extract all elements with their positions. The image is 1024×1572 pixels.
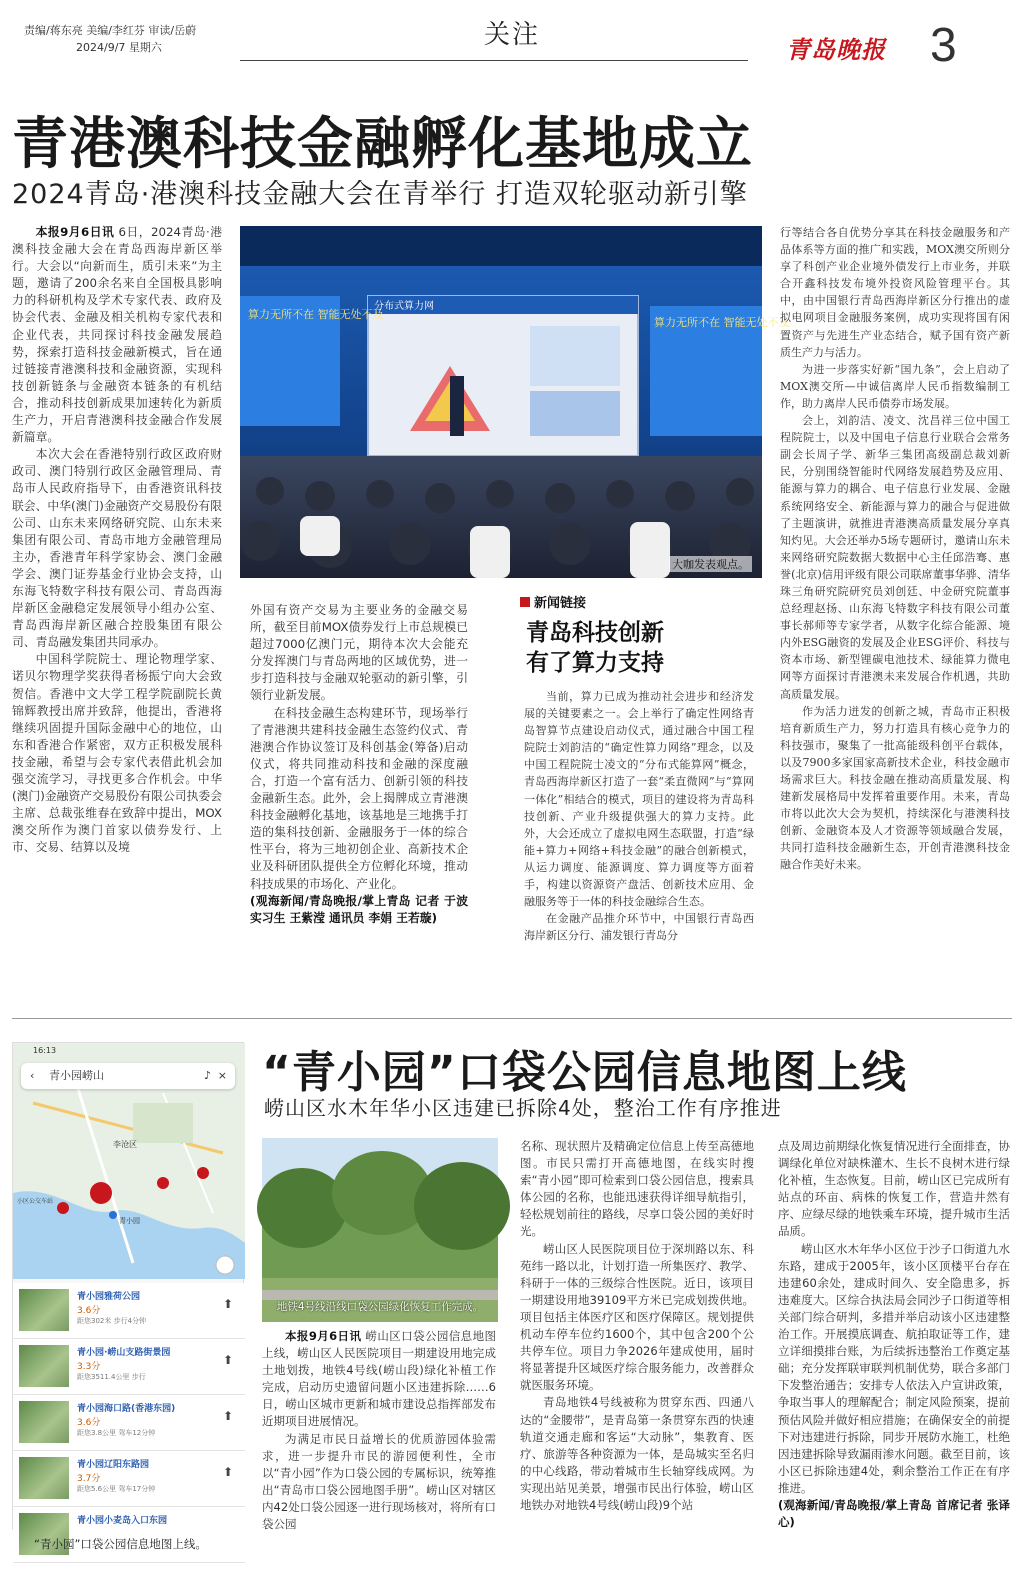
park-name: 青小园·崂山支路街景园 (77, 1348, 171, 1358)
byline: (观海新闻/青岛晚报/掌上青岛 记者 于波 实习生 王紫滢 通讯员 李娟 王若璇) (250, 893, 468, 925)
article2-column-a (262, 1328, 496, 1554)
park-name: 青小园小麦岛入口东园 (77, 1516, 168, 1526)
second-headline: “青小园”口袋公园信息地图上线 (262, 1047, 907, 1098)
list-item[interactable] (13, 1451, 245, 1507)
status-bar-time: 16:13 (33, 1046, 57, 1055)
metro-greenery-photo (262, 1138, 498, 1322)
map-app-screenshot (12, 1042, 244, 1530)
editors-line: 责编/蒋东亮 美编/李红芬 审读/岳蔚 (24, 24, 197, 37)
back-arrow-icon[interactable]: ‹ (30, 1069, 35, 1082)
paragraph: 作为活力迸发的创新之城，青岛市正积极培育新质生产力，努力打造具有核心竞争力的科技强市，聚集了一批高能级科创平台载体，以及7900多家国家高新技术企业，科技金融市场需求巨大。科技金融在推动高质量发展、构建新发展格局中发挥着重要作用。未来，青岛市将以此次大会为契机，持续深化与港澳科技创新、金融资本及人才资源等领域融合发展，共同打造科技金融新生态，开创青港澳科技金融合作美好未来。 (780, 704, 1010, 872)
park-distance: 距您3511.4公里 步行 (77, 1373, 146, 1381)
park-distance: 距您5.6公里 驾车17分钟 (77, 1485, 156, 1493)
byline: (观海新闻/青岛晚报/掌上青岛 首席记者 张译心) (778, 1497, 1010, 1530)
paragraph: 为进一步落实好新“国九条”，会上启动了MOX澳交所—中诚信离岸人民币指数编制工作，助力离岸人民币债券市场发展。 (780, 362, 1010, 410)
paragraph: 为满足市民日益增长的优质游园体验需求，进一步提升市民的游园便利性，全市以“青小园”作为口袋公园的专属标识，统筹推出“青岛市口袋公园地图手册”。崂山区对辖区内42处口袋公园逐一进行现场核对，将所有口袋公园 (262, 1431, 496, 1532)
park-distance: 距您302米 步行4分钟 (77, 1317, 147, 1325)
newspaper-logo: 青岛晚报 (786, 35, 886, 64)
microphone-icon[interactable]: ♪ (203, 1069, 211, 1082)
paragraph-text: 6日，2024青岛·港澳科技金融大会在青岛西海岸新区举行。大会以“向新而生，质引未来”为主题，邀请了200余名来自全国极具影响力的科研机构及学术专家代表、政府及协会代表、金融及相关机构专家代表和企业代表，共同探讨科技金融发展趋势，探索打造科技金融新模式，旨在通过链接青港澳科技和金融资源，实现科技创新链条与金融资本链条的有机结合，推动科技创新成果加速转化为新质生产力，开启青港澳科技金融合作发展新篇章。 (12, 225, 223, 445)
article1-column-2 (250, 602, 468, 998)
park-thumbnail (19, 1457, 69, 1499)
banner-text-right: 算力无所不在 智能无处不及 (654, 316, 790, 329)
park-thumbnail (19, 1401, 69, 1443)
paragraph: 行等结合各自优势分享其在科技金融服务和产品体系等方面的推广和实践，MOX澳交所则分享了科创产业企业境外债发行上市业务，并联合开鑫科技发布境外投资风险管理平台。其中，由中国银行青岛西海岸新区分行推出的虚拟电网项目金融服务案例，成功实现将国有闲置资产与先进生产业态结合，赋予国有资产新质生产力与活力。 (780, 226, 1010, 359)
map-label-park: 青小园 (119, 1217, 140, 1225)
park-list (13, 1283, 245, 1563)
paragraph-text: 崂山区口袋公园信息地图上线，崂山区人民医院项目一期建设用地完成土地划拨，地铁4号线(崂山段)绿化补植工作完成，启动历史遗留问题小区违建拆除……6日，崂山区城市更新和城市建设总指挥部发布近期项目进展情况。 (262, 1329, 496, 1429)
paragraph: 在科技金融生态构建环节，现场举行了青港澳共建科技金融生态签约仪式、青港澳合作协议签订及科创基金(筹备)启动仪式，将共同推动科技和金融的深度融合，打造一个富有活力、创新引领的科技金融新生态。此外，会上揭牌成立青港澳科技金融孵化基地，该基地是三地携手打造的集科技创新、金融服务于一体的综合性平台，将为三地初创企业、高新技术企业及科研团队提供全方位孵化环境，推动科技成果的市场化、产业化。 (250, 705, 468, 891)
news-link-title-line-2: 有了算力支持 (526, 650, 664, 676)
list-item[interactable] (13, 1283, 245, 1339)
park-name: 青小园雅荷公园 (77, 1292, 141, 1302)
article1-column-4 (780, 224, 1010, 1000)
article1-column-1 (12, 224, 222, 998)
slide-title: 分布式算力网 (374, 301, 434, 312)
park-thumbnail (19, 1345, 69, 1387)
park-name: 青小园辽阳东路园 (77, 1460, 150, 1470)
phone-caption: “青小园”口袋公园信息地图上线。 (34, 1537, 207, 1551)
paragraph: 崂山区人民医院项目位于深圳路以东、科苑纬一路以北，计划打造一所集医疗、教学、科研于一体的三级综合性医院。近日，该项目一期建设用地39109平方米已完成划拨供地。项目包括主体医疗区和医疗保障区。规划提供机动车停车位约1600个，其中包含200个公共停车位。项目力争2026年建成使用，届时将显著提升区域医疗综合服务能力，改善群众就医服务环境。 (520, 1241, 754, 1393)
navigate-arrow-icon[interactable]: ⬆ (222, 1353, 233, 1367)
banner-text-left: 算力无所不在 智能无处不及 (248, 308, 384, 321)
main-headline: 青港澳科技金融孵化基地成立 (12, 112, 753, 177)
list-item[interactable] (13, 1507, 245, 1563)
lead-dateline: 本报9月6日讯 (285, 1329, 362, 1343)
park-thumbnail (19, 1289, 69, 1331)
paragraph: 崂山区水木年华小区位于沙子口街道九水东路，建成于2005年，该小区顶楼平台存在违建60余处，建成时间久、安全隐患多，拆违难度大。区综合执法局会同沙子口街道等相关部门综合研判，多措并举启动该小区违建整治工作。开展摸底调查、航拍取证等工作，建立详细摸排台账，为后续拆违整治工作奠定基础；充分发挥联审联判机制优势，联合多部门下发整治通告；安排专人依法入户宣讲政策，争取当事人的理解配合；制定风险预案，提前预估风险并做好相应措施；在确保安全的前提下对违建进行拆除，同步开展防水施工，杜绝因违建拆除导致漏雨渗水问题。截至目前，该小区已拆除违建4处，剩余整治工作正在有序推进。 (778, 1241, 1010, 1495)
park-rating: 3.6分 (77, 1418, 101, 1428)
second-subheadline: 崂山区水木年华小区违建已拆除4处，整治工作有序推进 (264, 1096, 782, 1120)
news-link-title (526, 618, 664, 678)
paragraph: 在金融产品推介环节中，中国银行青岛西海岸新区分行、浦发银行青岛分 (524, 912, 754, 943)
paragraph: 本次大会在香港特别行政区政府财政司、澳门特别行政区金融管理局、青岛市人民政府指导下，由香港资讯科技联会、中华(澳门)金融资产交易股份有限公司、山东未来网络研究院、山东未来集团有限公司、青岛市地方金融管理局主办，香港青年科学家协会、澳门金融学会、澳门证券基金行业协会支持，山东海飞特数字科技有限公司、青岛西海岸新区金融稳定发展领导小组办公室、青岛西海岸新区融合控股集团有限公司、青岛融发集团共同承办。 (12, 447, 222, 650)
list-item[interactable] (13, 1339, 245, 1395)
map-search-bar[interactable] (21, 1063, 235, 1089)
paragraph: 会上，刘韵洁、凌文、沈昌祥三位中国工程院院士，以及中国电子信息行业联合会常务副会长周子学、新华三集团高级副总裁刘新民，分别围绕智能时代网络发展趋势及应用、能源与算力的耦合、电子信息行业发展、金融系统网络安全、新能源与算力的融合与促进做了主题演讲，就推进青港澳高质量发展分享真知灼见。大会还举办5场专题研讨，邀请山东未来网络研究院数据大数据中心主任邱浩骞、惠誉(北京)信用评级有限公司联席董事华骅、清华珠三角研究院研究员刘创廷、中金研究院董事总经理赵扬、山东海飞特数字科技有限公司董事长郝师等专家学者，从数字化综合能源、境内外ESG融资的发展及企业ESG评价、科技与资本市场、新型锂碳电池技术、绿能算力微电网等方面探讨青港澳未来发展合作机遇，共助高质量发展。 (780, 414, 1010, 701)
main-subheadline: 2024青岛·港澳科技金融大会在青举行 打造双轮驱动新引擎 (12, 179, 748, 210)
article2-column-c (778, 1138, 1010, 1554)
list-item[interactable] (13, 1395, 245, 1451)
metro-greenery-image (262, 1138, 498, 1322)
article2-column-b (520, 1138, 754, 1554)
news-link-title-line-1: 青岛科技创新 (526, 620, 664, 646)
park-rating: 3.6分 (77, 1306, 101, 1316)
conference-photo (240, 226, 790, 578)
paragraph: 中国科学院院士、理论物理学家、诺贝尔物理学奖获得者杨振宁向大会致贺信。香港中文大学工程学院副院长黄锦辉教授出席并致辞，他提出，香港将继续巩固提升国际金融中心的地位，山东和香港合作紧密，双方正积极发展科技金融，希望与会专家代表借此机会加强交流学习，寻找更多合作机会。中华(澳门)金融资产交易股份有限公司执委会主席、总裁张维春在致辞中提出，MOX澳交所作为澳门首家以债券发行、上市、交易、结算以及境 (12, 652, 222, 855)
paragraph: 当前，算力已成为推动社会进步和经济发展的关键要素之一。会上举行了确定性网络青岛智算节点建设启动仪式，通过融合中国工程院院士刘韵洁的“确定性算力网络”理念，以及中国工程院院士凌文的“分布式能算网”概念，青岛西海岸新区打造了一套“柔直微网”与“算网一体化”相结合的模式，项目的建设将为青岛科技创新、产业升级提供强大的算力支持。此外，大会还成立了虚拟电网生态联盟，打造“绿能+算力+网络+科技金融”的融合创新模式，从运力调度、能源调度、算力调度等方面着手，构建以资源资产盘活、创新技术应用、金融服务等于一体的科技金融综合生态。 (524, 690, 754, 909)
paragraph: 青岛地铁4号线被称为贯穿东西、四通八达的“金腰带”，是青岛第一条贯穿东西的快速轨道交通走廊和客运“大动脉”，集教育、医疗、旅游等各种资源为一体，是岛城实至名归的中心线路，带动着城市生长轴穿线成网。为实现出站见美景，增强市民出行体验，崂山区地铁办对地铁4号线(崂山段)9个站 (520, 1395, 754, 1512)
masthead-rule (240, 60, 748, 61)
section-title: 关注 (483, 20, 540, 50)
paragraph: 名称、现状照片及精确定位信息上传至高德地图。市民只需打开高德地图，在线实时搜索“青小园”即可检索到口袋公园信息，搜索具体公园的名称，也能迅速获得详细导航指引，轻松规划前往的路线，尽享口袋公园的美好时光。 (520, 1139, 754, 1239)
photo2-caption: 地铁4号线沿线口袋公园绿化恢复工作完成。 (276, 1301, 484, 1313)
close-icon[interactable]: × (217, 1069, 227, 1082)
paragraph (262, 1328, 496, 1431)
photo-caption: 大咖发表观点。 (669, 556, 752, 572)
map-label-district: 李沧区 (113, 1140, 137, 1149)
paragraph (12, 224, 222, 446)
map-label-stop: 小区公交车站 (17, 1198, 54, 1205)
red-square-icon (520, 597, 530, 607)
park-rating: 3.7分 (77, 1474, 101, 1484)
section-divider (12, 1018, 1012, 1019)
paragraph: 外国有资产交易为主要业务的金融交易所，截至目前MOX债券发行上市总规模已超过7000亿澳门元，期待本次大会能充分发挥澳门与青岛两地的区域优势，进一步打造科技与金融双轮驱动的新引擎，引领行业新发展。 (250, 603, 468, 703)
park-name: 青小园海口路(香港东园) (77, 1404, 176, 1414)
navigate-arrow-icon[interactable]: ⬆ (222, 1297, 233, 1311)
paragraph: 点及周边前期绿化恢复情况进行全面排查，协调绿化单位对缺株灌木、生长不良树木进行绿化补植，生态恢复。目前，崂山区已完成所有站点的环亩、病株的恢复工作，营造井然有序、应绿尽绿的地铁乘车环境，提升城市生活品质。 (778, 1139, 1010, 1239)
park-rating: 3.3分 (77, 1362, 101, 1372)
park-distance: 距您3.8公里 驾车12分钟 (77, 1429, 156, 1437)
issue-date: 2024/9/7 星期六 (76, 41, 162, 54)
page-number: 3 (930, 19, 957, 72)
news-link-label: 新闻链接 (534, 596, 587, 611)
navigate-arrow-icon[interactable]: ⬆ (222, 1409, 233, 1423)
conference-photo-image (240, 226, 790, 578)
lead-dateline: 本报9月6日讯 (35, 225, 115, 239)
news-link-tag (520, 592, 586, 611)
news-link-body (524, 688, 754, 1000)
map-search-text: 青小园崂山 (49, 1069, 104, 1082)
navigate-arrow-icon[interactable]: ⬆ (222, 1465, 233, 1479)
